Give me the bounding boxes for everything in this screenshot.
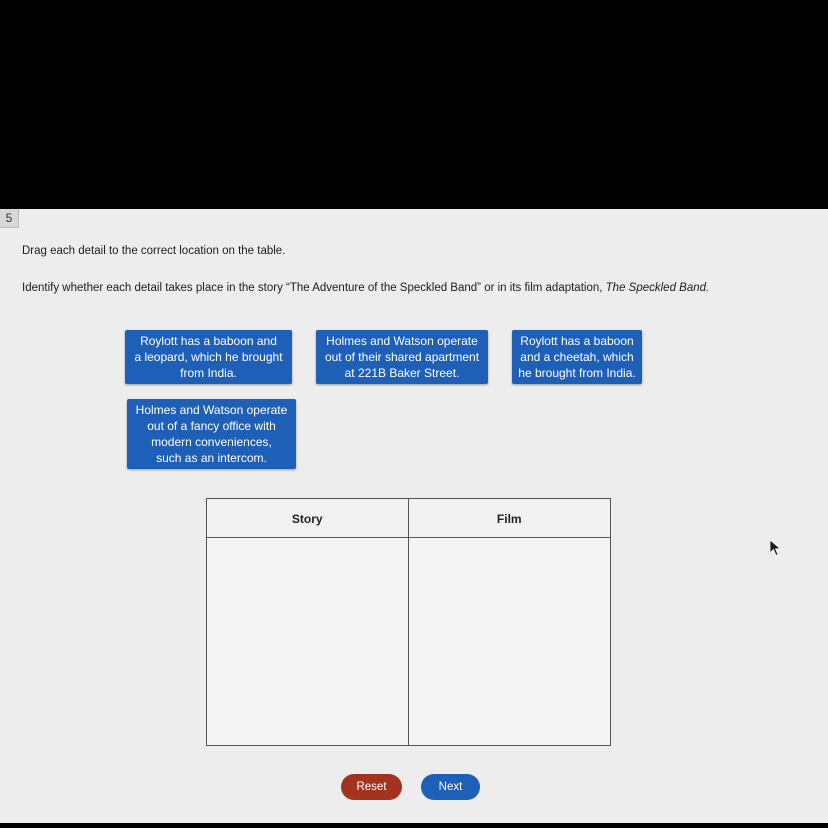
film-title: The Speckled Band.: [605, 282, 710, 294]
column-header-story: Story: [207, 499, 409, 538]
drag-tile-baker-street[interactable]: [316, 330, 488, 384]
drop-zone-story[interactable]: [207, 538, 409, 745]
tile-text: Roylott has a baboon and a cheetah, which he brought from India.: [518, 334, 636, 380]
reset-button[interactable]: Reset: [341, 774, 402, 800]
drag-tile-baboon-leopard[interactable]: [125, 330, 292, 384]
drop-table: [206, 498, 611, 746]
question-panel: [0, 209, 828, 823]
column-header-film: Film: [409, 499, 611, 538]
drag-tile-baboon-cheetah[interactable]: [512, 330, 642, 384]
next-button[interactable]: Next: [421, 774, 480, 800]
instruction-identify-text: Identify whether each detail takes place in the story “The Adventure of the Speckled Band” or in its film adaptation,: [22, 282, 603, 294]
mouse-pointer-icon: [769, 539, 783, 557]
drop-zone-film[interactable]: [409, 538, 611, 745]
tile-text: Holmes and Watson operate out of a fancy office with modern conveniences, such as an intercom.: [135, 403, 288, 465]
tile-text: Roylott has a baboon and a leopard, which he brought from India.: [134, 334, 283, 380]
instruction-drag: Drag each detail to the correct location on the table.: [22, 245, 286, 257]
question-number: 5: [0, 209, 19, 228]
drag-tile-fancy-office[interactable]: [127, 399, 296, 469]
instruction-identify: [22, 282, 709, 294]
tile-text: Holmes and Watson operate out of their shared apartment at 221B Baker Street.: [324, 334, 480, 380]
